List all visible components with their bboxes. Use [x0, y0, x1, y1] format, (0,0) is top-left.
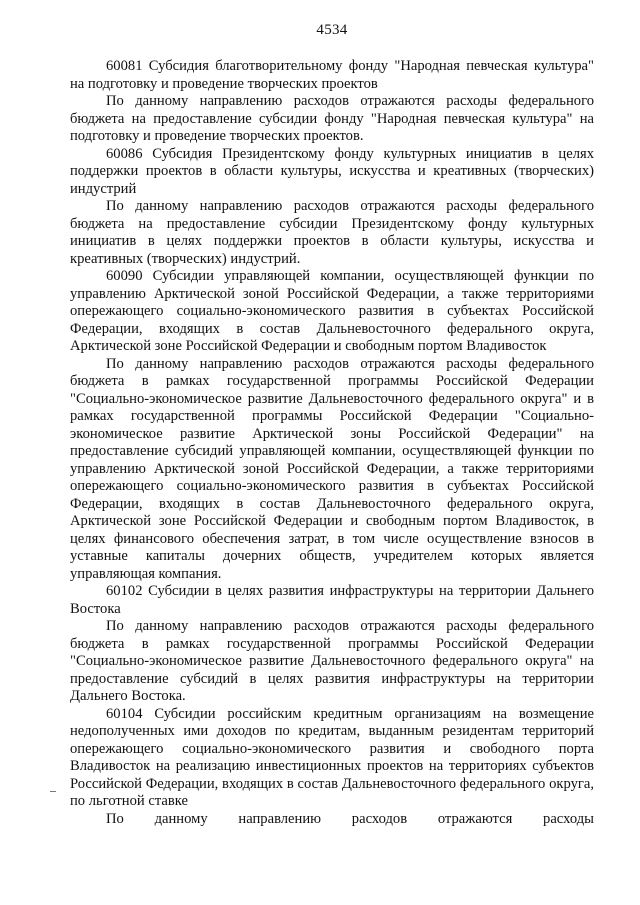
- margin-mark: [50, 791, 56, 792]
- paragraph-60102-description: По данному направлению расходов отражаются расходы федерального бюджета в рамках государственной программы Российской Федерации "Социально-экономическое развитие Дальневосточного федерального округа" на предоставление субсидий в целях развития инфраструктуры на территории Дальнего Востока.: [70, 618, 594, 704]
- word: По: [106, 810, 124, 827]
- word: расходов: [351, 810, 408, 827]
- paragraph-60086-heading: 60086 Субсидия Президентскому фонду культурных инициатив в целях поддержки проектов в области культуры, искусства и креативных (творческих) индустрий: [70, 145, 594, 197]
- paragraph-60090-heading: 60090 Субсидии управляющей компании, осуществляющей функции по управлению Арктической зоной Российской Федерации, а также территориями опережающего социально-экономического развития в субъектах Российской Федерации, входящих в состав Дальневосточного федерального округа, Арктической зоне Российской Федерации и свободным портом Владивосток: [70, 268, 594, 354]
- word: направлению: [238, 810, 322, 827]
- word: данному: [154, 810, 208, 827]
- paragraph-60086-description: По данному направлению расходов отражаются расходы федерального бюджета на предоставление субсидии Президентскому фонду культурных инициатив в целях поддержки проектов в области культуры, искусства и креативных (творческих) индустрий.: [70, 198, 594, 267]
- paragraph-60090-description: По данному направлению расходов отражаются расходы федерального бюджета в рамках государственной программы Российской Федерации "Социально-экономическое развитие Дальневосточного федерального округа" и в рамках государственной программы Российской Федерации "Социально-экономическое развитие Арктической зоны Российской Федерации" на предоставление субсидий управляющей компании, осуществляющей функции по управлению Арктической зоной Российской Федерации, а также территориями опережающего социально-экономического развития в субъектах Российской Федерации, входящих в состав Дальневосточного федерального округа, Арктической зоне Российской Федерации и свободным портом Владивосток, в целях финансового обеспечения затрат, в том числе осуществление взносов в уставные капиталы дочерних обществ, учредителем которых является управляющая компания.: [70, 355, 594, 582]
- word: расходы: [543, 810, 594, 827]
- page-number: 4534: [316, 22, 348, 38]
- paragraph-60104-description-start: [70, 811, 594, 829]
- paragraph-60104-heading: 60104 Субсидии российским кредитным организациям на возмещение недополученных ими доходов по кредитам, выданным резидентам территорий опережающего социально-экономического развития и свободного порта Владивосток на реализацию инвестиционных проектов на территориях субъектов Российской Федерации, входящих в состав Дальневосточного федерального округа, по льготной ставке: [70, 705, 594, 809]
- document-body: [70, 58, 594, 828]
- word: отражаются: [437, 810, 513, 827]
- paragraph-60081-heading: 60081 Субсидия благотворительному фонду "Народная певческая культура" на подготовку и проведение творческих проектов: [70, 58, 594, 92]
- paragraph-60081-description: По данному направлению расходов отражаются расходы федерального бюджета на предоставление субсидии фонду "Народная певческая культура" на подготовку и проведение творческих проектов.: [70, 93, 594, 144]
- paragraph-60102-heading: 60102 Субсидии в целях развития инфраструктуры на территории Дальнего Востока: [70, 583, 594, 617]
